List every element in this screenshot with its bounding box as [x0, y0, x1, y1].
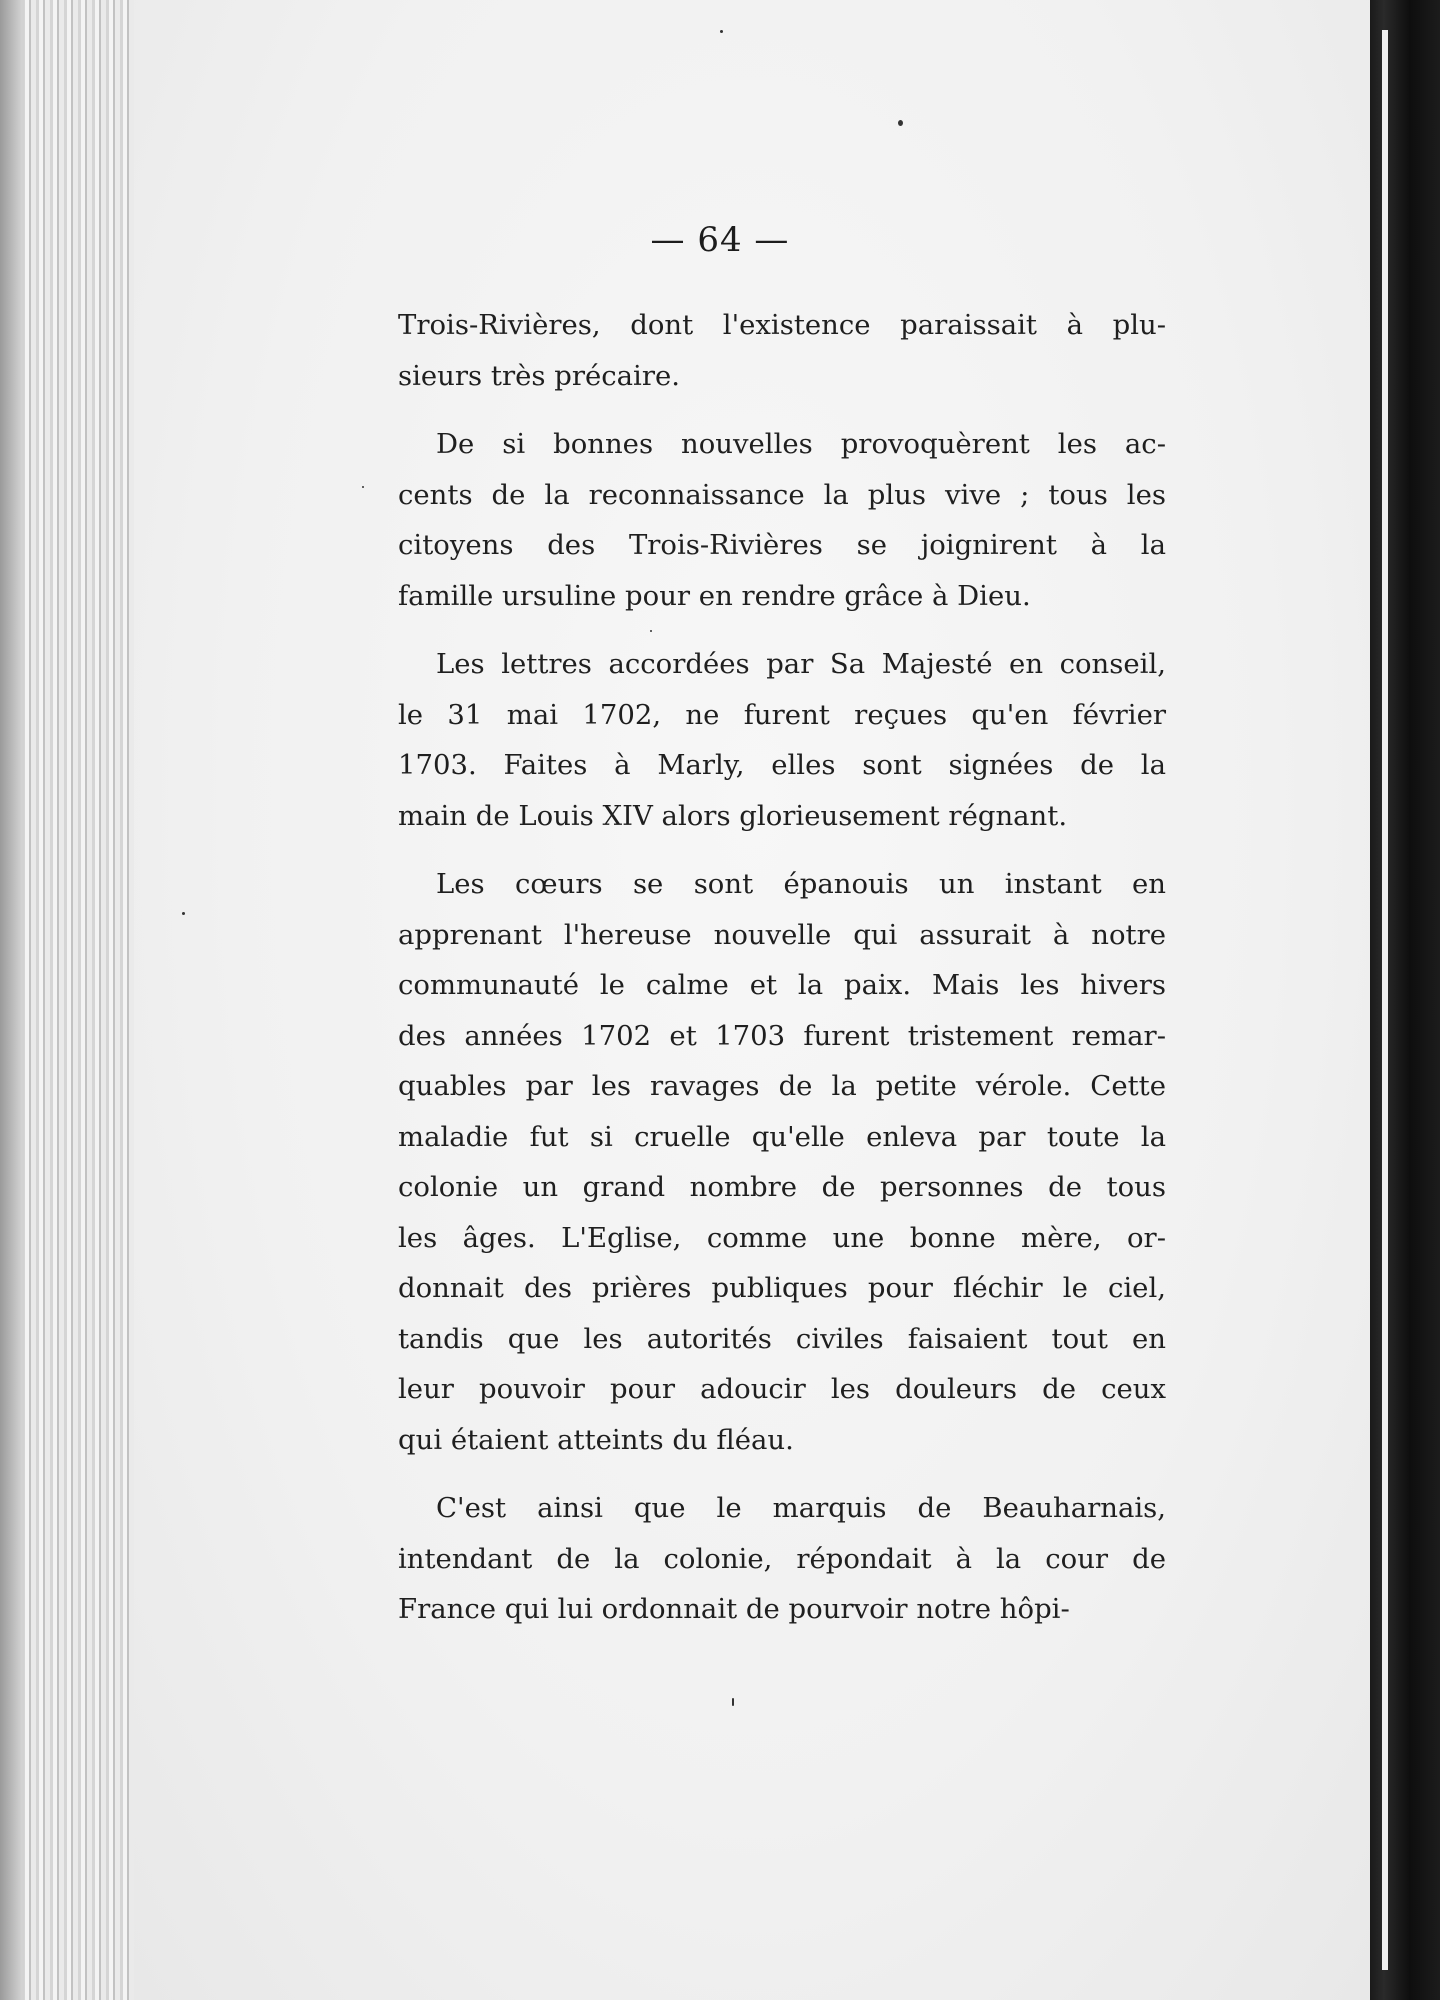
text-line: famille ursuline pour en rendre grâce à Dieu.: [398, 579, 1031, 612]
text-line: qui étaient atteints du fléau.: [398, 1423, 794, 1456]
book-binding: [1370, 0, 1440, 2000]
text-line: tandis que les autorités civiles faisaient tout en: [398, 1322, 1166, 1355]
text-line: quables par les ravages de la petite vérole. Cette: [398, 1070, 1166, 1102]
paragraph: [398, 1483, 1166, 1635]
text-line: les âges. L'Eglise, comme une bonne mère, or-: [398, 1221, 1166, 1254]
text-line: main de Louis XIV alors glorieusement régnant.: [398, 799, 1068, 832]
text-line: Les cœurs se sont épanouis un instant en: [436, 868, 1166, 900]
text-line: sieurs très précaire.: [398, 359, 680, 392]
page-number: — 64 —: [650, 220, 790, 260]
text-line: citoyens des Trois-Rivières se joignirent à la: [398, 529, 1166, 561]
text-line: France qui lui ordonnait de pourvoir notre hôpi-: [398, 1593, 1070, 1625]
text-line: apprenant l'hereuse nouvelle qui assurait à notre: [398, 918, 1166, 951]
text-line: intendant de la colonie, répondait à la cour de: [398, 1542, 1166, 1575]
text-line: leur pouvoir pour adoucir les douleurs de ceux: [398, 1373, 1166, 1405]
text-line: C'est ainsi que le marquis de Beauharnais,: [436, 1492, 1166, 1524]
book-edge-shadow: [0, 0, 24, 2000]
text-line: donnait des prières publiques pour fléchir le ciel,: [398, 1272, 1166, 1304]
text-line: Les lettres accordées par Sa Majesté en conseil,: [436, 648, 1166, 680]
text-line: communauté le calme et la paix. Mais les hivers: [398, 969, 1166, 1001]
text-line: De si bonnes nouvelles provoquèrent les ac-: [436, 428, 1166, 460]
text-line: 1703. Faites à Marly, elles sont signées de la: [398, 749, 1166, 781]
paragraph: [398, 639, 1166, 841]
body-text: [398, 300, 1166, 1653]
text-line: des années 1702 et 1703 furent tristement remar-: [398, 1019, 1166, 1052]
paragraph: [398, 300, 1166, 401]
text-line: le 31 mai 1702, ne furent reçues qu'en février: [398, 698, 1166, 731]
paragraph: [398, 419, 1166, 621]
book-page-edges: [22, 0, 134, 2000]
text-line: colonie un grand nombre de personnes de tous: [398, 1171, 1166, 1203]
text-line: maladie fut si cruelle qu'elle enleva par toute la: [398, 1120, 1166, 1153]
text-line: Trois-Rivières, dont l'existence paraissait à plu-: [398, 309, 1166, 341]
text-line: cents de la reconnaissance la plus vive ; tous les: [398, 478, 1166, 511]
paragraph: [398, 859, 1166, 1465]
